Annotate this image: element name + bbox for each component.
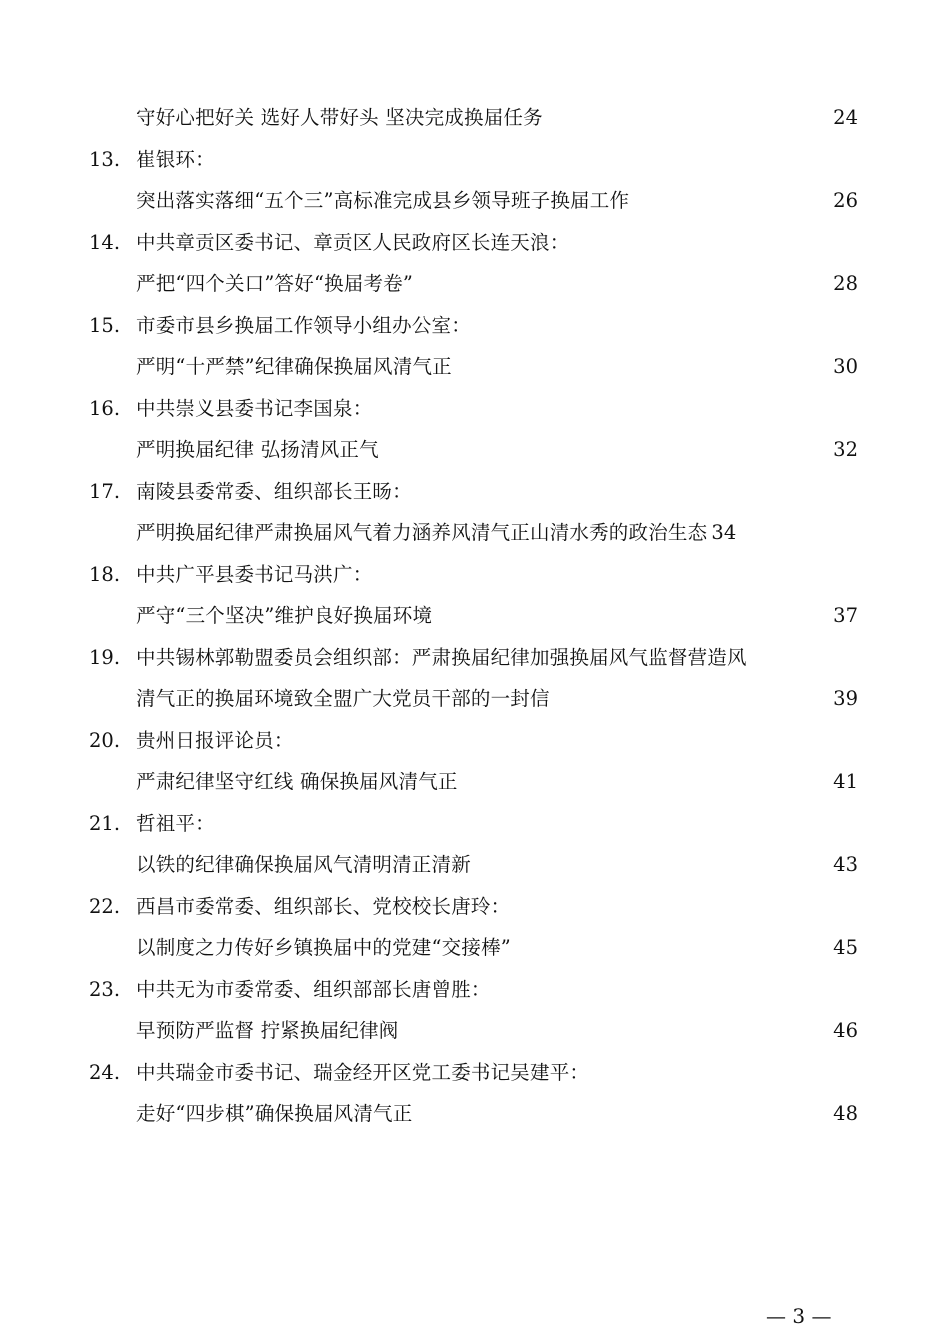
toc-line <box>0 554 950 596</box>
toc-entry-author: 哲祖平： <box>136 811 215 835</box>
toc-entry-number: 16. <box>89 396 121 420</box>
toc-line <box>0 346 950 388</box>
toc-line <box>0 886 950 928</box>
toc-entry-title: 严明换届纪律 弘扬清风正气 <box>136 438 379 461</box>
toc-entry-title: 严明“十严禁”纪律确保换届风清气正 <box>136 355 452 378</box>
toc-entry-author: 中共瑞金市委书记、瑞金经开区党工委书记吴建平： <box>136 1060 590 1084</box>
toc-page-number: 46 <box>833 1019 858 1042</box>
footer-page-number: — 3 — <box>766 1304 832 1328</box>
toc-entry-number: 24. <box>89 1060 121 1084</box>
toc-entry-author: 中共锡林郭勒盟委员会组织部：严肃换届纪律加强换届风气监督营造风 <box>136 645 747 669</box>
toc-entry-title: 严守“三个坚决”维护良好换届环境 <box>136 604 433 627</box>
toc-line <box>0 263 950 305</box>
toc-line <box>0 637 950 679</box>
toc-entry-author: 崔银环： <box>136 147 215 171</box>
toc-line <box>0 222 950 264</box>
toc-entry-author: 中共无为市委常委、组织部部长唐曾胜： <box>136 977 491 1001</box>
toc-entry-author: 中共崇义县委书记李国泉： <box>136 396 373 420</box>
toc-entry-title: 清气正的换届环境致全盟广大党员干部的一封信 <box>136 687 550 710</box>
toc-entry-title: 严把“四个关口”答好“换届考卷” <box>136 272 414 295</box>
toc-page-number: 30 <box>833 355 858 378</box>
toc-entry-number: 23. <box>89 977 121 1001</box>
toc-entry-title: 以制度之力传好乡镇换届中的党建“交接棒” <box>136 936 511 959</box>
toc-entry-number: 20. <box>89 728 121 752</box>
toc-line <box>0 927 950 969</box>
toc-entry-author: 南陵县委常委、组织部长王旸： <box>136 479 412 503</box>
toc-line <box>0 388 950 430</box>
toc-page-number: 48 <box>833 1102 858 1125</box>
toc-entry-number: 14. <box>89 230 121 254</box>
toc-entry-author: 中共广平县委书记马洪广： <box>136 562 373 586</box>
toc-line <box>0 720 950 762</box>
toc-entry-number: 19. <box>89 645 121 669</box>
toc-line <box>0 180 950 222</box>
toc-entry-title-with-page <box>136 512 737 554</box>
toc-page-number: 41 <box>833 770 858 793</box>
toc-entry-title: 走好“四步棋”确保换届风清气正 <box>136 1102 413 1125</box>
toc-line <box>0 595 950 637</box>
toc-entry-number: 22. <box>89 894 121 918</box>
toc-entry-title: 严明换届纪律严肃换届风气着力涵养风清气正山清水秀的政治生态 <box>136 521 708 544</box>
toc-entry-number: 15. <box>89 313 121 337</box>
toc-entry-title: 以铁的纪律确保换届风气清明清正清新 <box>136 853 471 876</box>
toc-line <box>0 1052 950 1094</box>
toc-line <box>0 139 950 181</box>
toc-entry-title: 早预防严监督 拧紧换届纪律阀 <box>136 1019 399 1042</box>
toc-line <box>0 429 950 471</box>
toc-line <box>0 305 950 347</box>
toc-page-number: 37 <box>833 604 858 627</box>
toc-line <box>0 1010 950 1052</box>
toc-line <box>0 1093 950 1135</box>
toc-entry-author: 贵州日报评论员： <box>136 728 294 752</box>
toc-page-number: 32 <box>833 438 858 461</box>
toc-line <box>0 512 950 554</box>
toc-page-number: 26 <box>833 189 858 212</box>
toc-entry-title: 守好心把好关 选好人带好头 坚决完成换届任务 <box>136 106 543 129</box>
toc-entry-number: 18. <box>89 562 121 586</box>
toc-entry-author: 中共章贡区委书记、章贡区人民政府区长连天浪： <box>136 230 570 254</box>
toc-entry-number: 17. <box>89 479 121 503</box>
toc-line <box>0 969 950 1011</box>
toc-entry-author: 西昌市委常委、组织部长、党校校长唐玲： <box>136 894 511 918</box>
toc-line <box>0 844 950 886</box>
table-of-contents <box>0 97 950 1135</box>
toc-page-number: 28 <box>833 272 858 295</box>
toc-entry-author: 市委市县乡换届工作领导小组办公室： <box>136 313 471 337</box>
toc-entry-number: 13. <box>89 147 121 171</box>
toc-entry-title: 严肃纪律坚守红线 确保换届风清气正 <box>136 770 458 793</box>
toc-line <box>0 803 950 845</box>
toc-line <box>0 97 950 139</box>
toc-line <box>0 761 950 803</box>
toc-page-number: 24 <box>833 106 858 129</box>
toc-line <box>0 678 950 720</box>
toc-page-number: 34 <box>711 521 737 544</box>
toc-entry-number: 21. <box>89 811 121 835</box>
toc-page-number: 39 <box>833 687 858 710</box>
toc-entry-title: 突出落实落细“五个三”高标准完成县乡领导班子换届工作 <box>136 189 630 212</box>
toc-page-number: 45 <box>833 936 858 959</box>
toc-page-number: 43 <box>833 853 858 876</box>
toc-line <box>0 471 950 513</box>
